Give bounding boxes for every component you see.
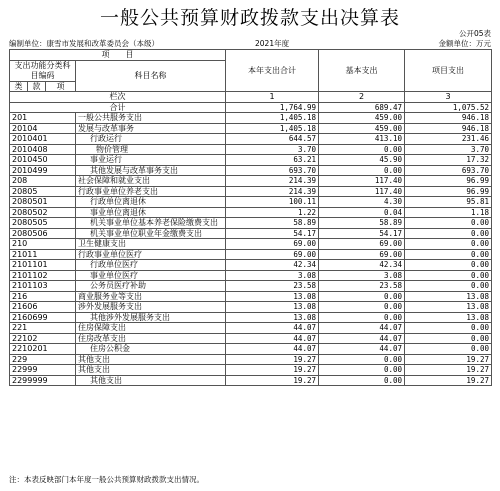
row-total: 54.17 — [226, 228, 319, 239]
table-row — [10, 333, 492, 344]
table-row — [10, 165, 492, 176]
header-lei: 类 — [10, 81, 28, 92]
report-meta — [9, 38, 491, 49]
row-total: 19.27 — [226, 365, 319, 376]
row-project: 0.00 — [405, 333, 492, 344]
row-subject-name: 涉外发展服务支出 — [76, 302, 226, 313]
row-total: 42.34 — [226, 260, 319, 271]
row-basic: 44.07 — [319, 323, 405, 334]
row-basic: 54.17 — [319, 228, 405, 239]
row-basic: 69.00 — [319, 249, 405, 260]
row-basic: 0.00 — [319, 354, 405, 365]
row-basic: 44.07 — [319, 344, 405, 355]
header-idx1: 1 — [226, 92, 319, 103]
row-total: 693.70 — [226, 165, 319, 176]
row-code: 210 — [10, 239, 76, 250]
table-number: 公开05表 — [458, 29, 491, 38]
row-subject-name: 机关事业单位基本养老保险缴费支出 — [76, 218, 226, 229]
row-code: 2160699 — [10, 312, 76, 323]
row-code: 2010401 — [10, 134, 76, 145]
table-row — [10, 186, 492, 197]
table-row — [10, 323, 492, 334]
row-basic: 3.08 — [319, 270, 405, 281]
row-total: 1,405.18 — [226, 123, 319, 134]
header-row-project — [10, 50, 492, 61]
row-project: 946.18 — [405, 123, 492, 134]
header-func-code: 支出功能分类科目编码 — [10, 60, 76, 81]
row-subject-name: 事业运行 — [76, 155, 226, 166]
row-total: 63.21 — [226, 155, 319, 166]
row-subject-name: 卫生健康支出 — [76, 239, 226, 250]
table-row — [10, 375, 492, 386]
row-subject-name: 住房公积金 — [76, 344, 226, 355]
row-basic: 58.89 — [319, 218, 405, 229]
row-code: 2101102 — [10, 270, 76, 281]
row-code: 221 — [10, 323, 76, 334]
report-title: 一般公共预算财政拨款支出决算表 — [99, 7, 400, 29]
row-subject-name: 行政事业单位医疗 — [76, 249, 226, 260]
header-total: 本年支出合计 — [226, 50, 319, 92]
row-total: 214.39 — [226, 186, 319, 197]
row-code: 20805 — [10, 186, 76, 197]
header-row-lanci — [10, 92, 492, 103]
row-subject-name: 行政单位医疗 — [76, 260, 226, 271]
row-total: 23.58 — [226, 281, 319, 292]
row-total: 644.57 — [226, 134, 319, 145]
row-basic: 0.00 — [319, 302, 405, 313]
header-basic: 基本支出 — [319, 50, 405, 92]
row-project: 19.27 — [405, 375, 492, 386]
row-subject-name: 住房保障支出 — [76, 323, 226, 334]
row-project: 0.00 — [405, 249, 492, 260]
total-row — [10, 102, 492, 113]
row-subject-name: 行政运行 — [76, 134, 226, 145]
row-code: 208 — [10, 176, 76, 187]
row-total: 1,405.18 — [226, 113, 319, 124]
row-subject-name: 商业服务业等支出 — [76, 291, 226, 302]
header-idx2: 2 — [319, 92, 405, 103]
row-code: 2080506 — [10, 228, 76, 239]
table-row — [10, 113, 492, 124]
row-subject-name: 一般公共服务支出 — [76, 113, 226, 124]
table-row — [10, 354, 492, 365]
row-project: 13.08 — [405, 302, 492, 313]
row-code: 229 — [10, 354, 76, 365]
row-total: 3.70 — [226, 144, 319, 155]
table-row — [10, 260, 492, 271]
row-subject-name: 其他支出 — [76, 375, 226, 386]
row-total: 13.08 — [226, 302, 319, 313]
row-basic: 44.07 — [319, 333, 405, 344]
row-total: 13.08 — [226, 312, 319, 323]
row-basic: 0.00 — [319, 312, 405, 323]
row-basic: 45.90 — [319, 155, 405, 166]
table-row — [10, 144, 492, 155]
row-project: 13.08 — [405, 312, 492, 323]
header-project: 项 目 — [10, 50, 226, 61]
row-basic: 413.10 — [319, 134, 405, 145]
row-code: 20104 — [10, 123, 76, 134]
table-row — [10, 134, 492, 145]
row-code: 22999 — [10, 365, 76, 376]
header-lanci: 栏次 — [10, 92, 226, 103]
table-row — [10, 176, 492, 187]
row-code: 2101103 — [10, 281, 76, 292]
table-row — [10, 291, 492, 302]
row-code: 216 — [10, 291, 76, 302]
row-subject-name: 发展与改革事务 — [76, 123, 226, 134]
row-subject-name: 物价管理 — [76, 144, 226, 155]
row-basic: 0.00 — [319, 165, 405, 176]
row-total: 19.27 — [226, 375, 319, 386]
header-project-exp: 项目支出 — [405, 50, 492, 92]
header-xiang: 项 — [46, 81, 76, 92]
row-basic: 0.00 — [319, 144, 405, 155]
table-row — [10, 218, 492, 229]
row-basic: 459.00 — [319, 123, 405, 134]
row-code: 21011 — [10, 249, 76, 260]
row-project: 0.00 — [405, 323, 492, 334]
row-subject-name: 机关事业单位职业年金缴费支出 — [76, 228, 226, 239]
row-code: 2080501 — [10, 197, 76, 208]
header-subject-name: 科目名称 — [76, 60, 226, 92]
expenditure-table — [9, 49, 492, 386]
total-label: 合计 — [10, 102, 226, 113]
row-basic: 4.30 — [319, 197, 405, 208]
row-total: 44.07 — [226, 344, 319, 355]
row-code: 201 — [10, 113, 76, 124]
row-subject-name: 事业单位离退休 — [76, 207, 226, 218]
row-total: 44.07 — [226, 333, 319, 344]
row-basic: 117.40 — [319, 176, 405, 187]
row-code: 2101101 — [10, 260, 76, 271]
table-row — [10, 344, 492, 355]
row-project: 0.00 — [405, 281, 492, 292]
row-project: 0.00 — [405, 260, 492, 271]
table-row — [10, 207, 492, 218]
row-total: 69.00 — [226, 249, 319, 260]
row-project: 13.08 — [405, 291, 492, 302]
row-total: 214.39 — [226, 176, 319, 187]
total-col2: 689.47 — [319, 102, 405, 113]
row-basic: 117.40 — [319, 186, 405, 197]
org-label: 编制单位：康雪市发展和改革委员会（本级） — [9, 39, 159, 48]
table-row — [10, 197, 492, 208]
row-project: 1.18 — [405, 207, 492, 218]
row-basic: 459.00 — [319, 113, 405, 124]
table-row — [10, 365, 492, 376]
row-subject-name: 其他支出 — [76, 354, 226, 365]
unit-label: 金额单位：万元 — [438, 39, 491, 48]
table-row — [10, 123, 492, 134]
row-basic: 23.58 — [319, 281, 405, 292]
row-subject-name: 行政单位离退休 — [76, 197, 226, 208]
row-basic: 0.04 — [319, 207, 405, 218]
row-project: 946.18 — [405, 113, 492, 124]
table-row — [10, 155, 492, 166]
table-row — [10, 281, 492, 292]
year-label: 2021年度 — [255, 39, 290, 48]
row-code: 22102 — [10, 333, 76, 344]
row-project: 0.00 — [405, 344, 492, 355]
row-project: 3.70 — [405, 144, 492, 155]
row-code: 2010450 — [10, 155, 76, 166]
row-project: 95.81 — [405, 197, 492, 208]
row-code: 21606 — [10, 302, 76, 313]
total-col3: 1,075.52 — [405, 102, 492, 113]
row-code: 2010499 — [10, 165, 76, 176]
row-project: 0.00 — [405, 218, 492, 229]
row-total: 19.27 — [226, 354, 319, 365]
row-project: 693.70 — [405, 165, 492, 176]
row-basic: 0.00 — [319, 365, 405, 376]
row-total: 44.07 — [226, 323, 319, 334]
row-basic: 42.34 — [319, 260, 405, 271]
row-subject-name: 其他支出 — [76, 365, 226, 376]
row-basic: 0.00 — [319, 375, 405, 386]
table-row — [10, 302, 492, 313]
row-total: 69.00 — [226, 239, 319, 250]
row-total: 100.11 — [226, 197, 319, 208]
table-row — [10, 312, 492, 323]
row-code: 2080502 — [10, 207, 76, 218]
row-subject-name: 其他涉外发展服务支出 — [76, 312, 226, 323]
row-total: 13.08 — [226, 291, 319, 302]
row-total: 3.08 — [226, 270, 319, 281]
row-code: 2080505 — [10, 218, 76, 229]
table-row — [10, 239, 492, 250]
row-total: 1.22 — [226, 207, 319, 218]
row-project: 96.99 — [405, 186, 492, 197]
table-row — [10, 249, 492, 260]
row-code: 2210201 — [10, 344, 76, 355]
table-row — [10, 270, 492, 281]
footnote: 注：本表反映部门本年度一般公共预算财政拨款支出情况。 — [9, 475, 204, 484]
header-kuan: 款 — [28, 81, 46, 92]
row-project: 0.00 — [405, 270, 492, 281]
row-code: 2299999 — [10, 375, 76, 386]
row-subject-name: 事业单位医疗 — [76, 270, 226, 281]
row-subject-name: 社会保障和就业支出 — [76, 176, 226, 187]
row-subject-name: 其他发展与改革事务支出 — [76, 165, 226, 176]
table-row — [10, 228, 492, 239]
row-code: 2010408 — [10, 144, 76, 155]
total-col1: 1,764.99 — [226, 102, 319, 113]
row-subject-name: 住房改革支出 — [76, 333, 226, 344]
row-project: 19.27 — [405, 365, 492, 376]
row-project: 0.00 — [405, 228, 492, 239]
row-basic: 0.00 — [319, 291, 405, 302]
row-project: 17.32 — [405, 155, 492, 166]
row-subject-name: 公务员医疗补助 — [76, 281, 226, 292]
row-project: 96.99 — [405, 176, 492, 187]
row-subject-name: 行政事业单位养老支出 — [76, 186, 226, 197]
row-project: 231.46 — [405, 134, 492, 145]
row-total: 58.89 — [226, 218, 319, 229]
row-project: 19.27 — [405, 354, 492, 365]
row-basic: 69.00 — [319, 239, 405, 250]
row-project: 0.00 — [405, 239, 492, 250]
header-idx3: 3 — [405, 92, 492, 103]
